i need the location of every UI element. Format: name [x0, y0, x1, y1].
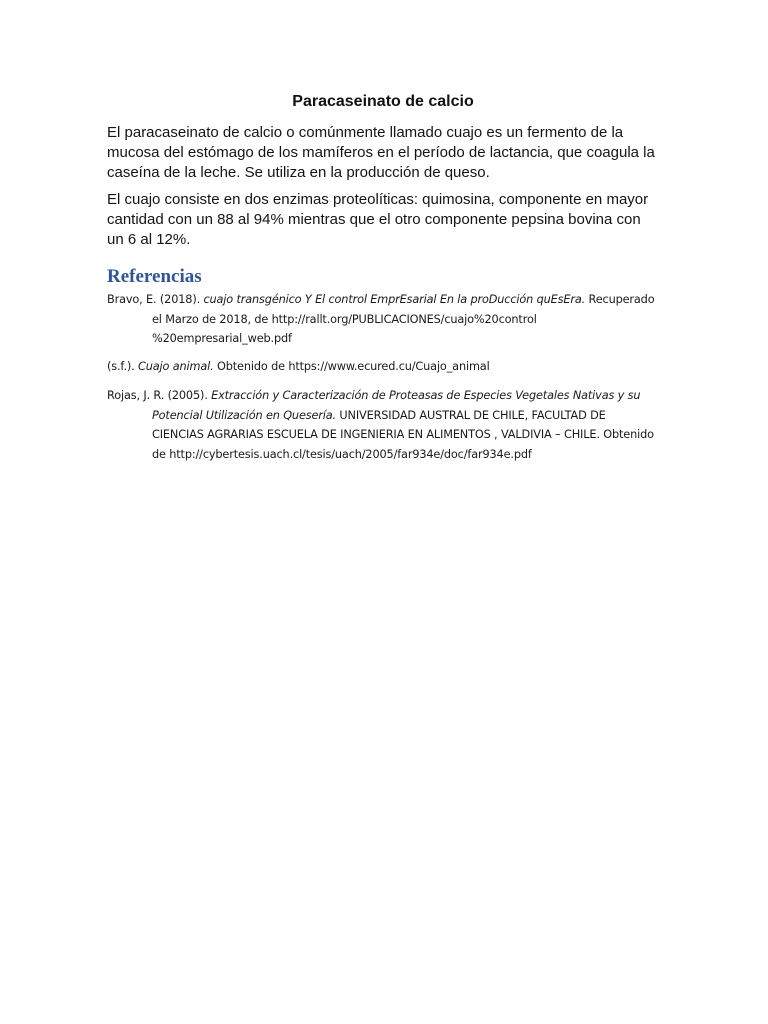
paragraph-composition: [107, 190, 667, 250]
reference-second-line: [107, 406, 677, 426]
reference-title: Extracción y Caracterización de Proteasas de Especies Vegetales Nativas y su: [211, 389, 641, 402]
reference-line: el Marzo de 2018, de http://rallt.org/PUBLICACIONES/cuajo%20control: [152, 312, 537, 326]
reference-author: Bravo, E. (2018).: [107, 293, 204, 306]
reference-title: Cuajo animal.: [138, 360, 214, 373]
reference-line: %20empresarial_web.pdf: [152, 332, 292, 345]
reference-line: de http://cybertesis.uach.cl/tesis/uach/2005/far934e/doc/far934e.pdf: [152, 447, 532, 461]
reference-author: Rojas, J. R. (2005).: [107, 389, 212, 402]
paragraph-line: caseína de la leche. Se utiliza en la producción de queso.: [107, 164, 490, 181]
reference-publisher: UNIVERSIDAD AUSTRAL DE CHILE, FACULTAD DE: [335, 408, 606, 422]
paragraph-line: un 6 al 12%.: [107, 231, 191, 248]
reference-first-line: [107, 290, 677, 310]
reference-author: (s.f.).: [107, 360, 139, 373]
reference-title: cuajo transgénico Y El control EmprEsarial En la proDucción quEsEra.: [203, 293, 586, 306]
paragraph-line: El paracaseinato de calcio o comúnmente llamado cuajo es un fermento de la: [107, 124, 624, 141]
paragraph-line: El cuajo consiste en dos enzimas proteolíticas: quimosina, componente en mayor: [107, 191, 649, 208]
reference-first-line: [107, 386, 677, 406]
document-title: Paracaseinato de calcio: [292, 93, 474, 110]
reference-source: Recuperado: [585, 293, 655, 306]
reference-entry-bravo: [107, 290, 677, 349]
paragraph-definition: [107, 123, 667, 183]
paragraph-line: mucosa del estómago de los mamíferos en el período de lactancia, que coagula la: [107, 144, 655, 161]
references-heading: Referencias: [107, 266, 202, 287]
reference-source: Obtenido de https://www.ecured.cu/Cuajo_animal: [213, 360, 490, 373]
paragraph-line: cantidad con un 88 al 94% mientras que el otro componente pepsina bovina con: [107, 211, 641, 228]
reference-entry-ecured: [107, 357, 677, 377]
reference-first-line: [107, 357, 677, 377]
reference-title-continued: Potencial Utilización en Quesería.: [152, 408, 336, 422]
reference-line: CIENCIAS AGRARIAS ESCUELA DE INGENIERIA EN ALIMENTOS , VALDIVIA – CHILE. Obtenido: [152, 428, 654, 441]
reference-entry-rojas: [107, 386, 677, 464]
